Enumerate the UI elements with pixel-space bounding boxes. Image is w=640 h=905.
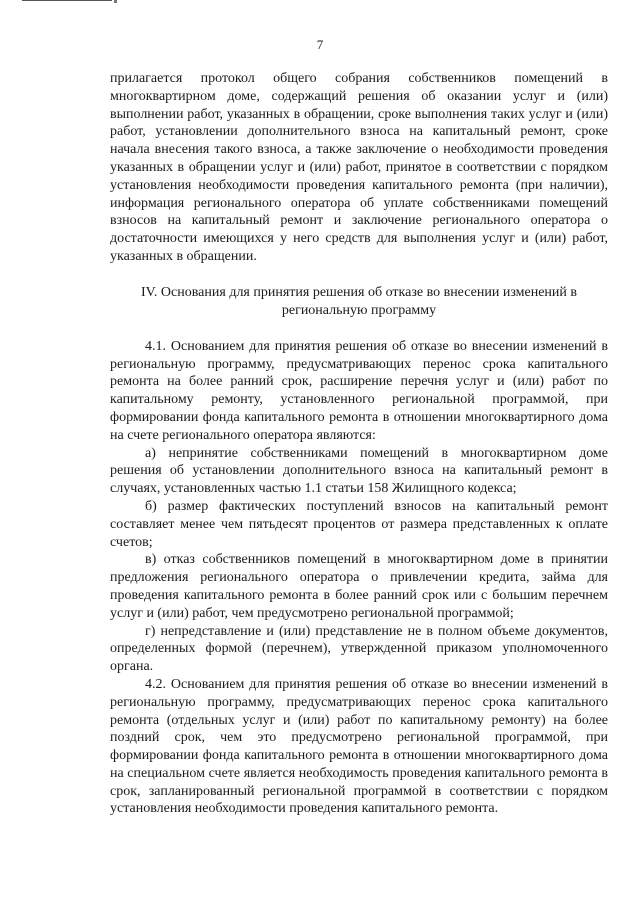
paragraph-4-2: 4.2. Основанием для принятия решения об отказе во внесении изменений в региональную программу, предусматривающих перенос срока капитального ремонта (отдельных услуг и (или) работ по капитальному ремонту) на более поздний срок, чем это предусмотрено региональной программой, при формировании фонда капитального ремонта в отношении многоквартирного дома на специальном счете является необходимость проведения капитального ремонта в срок, запланированный региональной программой в соответствии с порядком установления необходимости проведения капитального ремонта. [110, 676, 608, 817]
page-number: 7 [316, 37, 324, 52]
list-item-b: б) размер фактических поступлений взносов на капитальный ремонт составляет менее чем пятьдесят процентов от размера представленных к оплате счетов; [110, 498, 608, 550]
document-body [110, 70, 608, 818]
list-item-g: г) непредставление и (или) представление не в полном объеме документов, определенных формой (перечнем), утвержденной приказом уполномоченного органа. [110, 623, 608, 675]
scan-artifact-line [22, 0, 112, 4]
intro-paragraph: прилагается протокол общего собрания собственников помещений в многоквартирном доме, содержащий решения об оказании услуг и (или) выполнении работ, указанных в обращении, сроке выполнения таких услуг и (или) работ, установлении дополнительного взноса на капитальный ремонт, сроке начала внесения такого взноса, а также заключение о необходимости проведения указанных в обращении услуг и (или) работ, принятое в соответствии с порядком установления необходимости проведения капитального ремонта (при наличии), информация регионального оператора об уплате собственниками помещений взносов на капитальный ремонт и заключение регионального оператора о достаточности имеющихся у него средств для выполнения услуг и (или) работ, указанных в обращении. [110, 71, 608, 264]
list-item-a: а) непринятие собственниками помещений в многоквартирном доме решения об установлении дополнительного взноса на капитальный ремонт в случаях, установленных частью 1.1 статьи 158 Жилищного кодекса; [110, 445, 608, 497]
section-title: IV. Основания для принятия решения об отказе во внесении изменений в региональную программу [140, 284, 578, 318]
list-item-v: в) отказ собственников помещений в многоквартирном доме в принятии предложения регионального оператора о привлечении кредита, займа для проведения капитального ремонта в более ранний срок или с большим перечнем услуг и (или) работ, чем предусмотрено региональной программой; [110, 552, 608, 621]
paragraph-4-1: 4.1. Основанием для принятия решения об отказе во внесении изменений в региональную программу, предусматривающих перенос срока капитального ремонта на более ранний срок, расширение перечня услуг и (или) работ по капитальному ремонту, установленного региональной программой, при формировании фонда капитального ремонта в отношении многоквартирного дома на счете регионального оператора являются: [110, 338, 608, 443]
